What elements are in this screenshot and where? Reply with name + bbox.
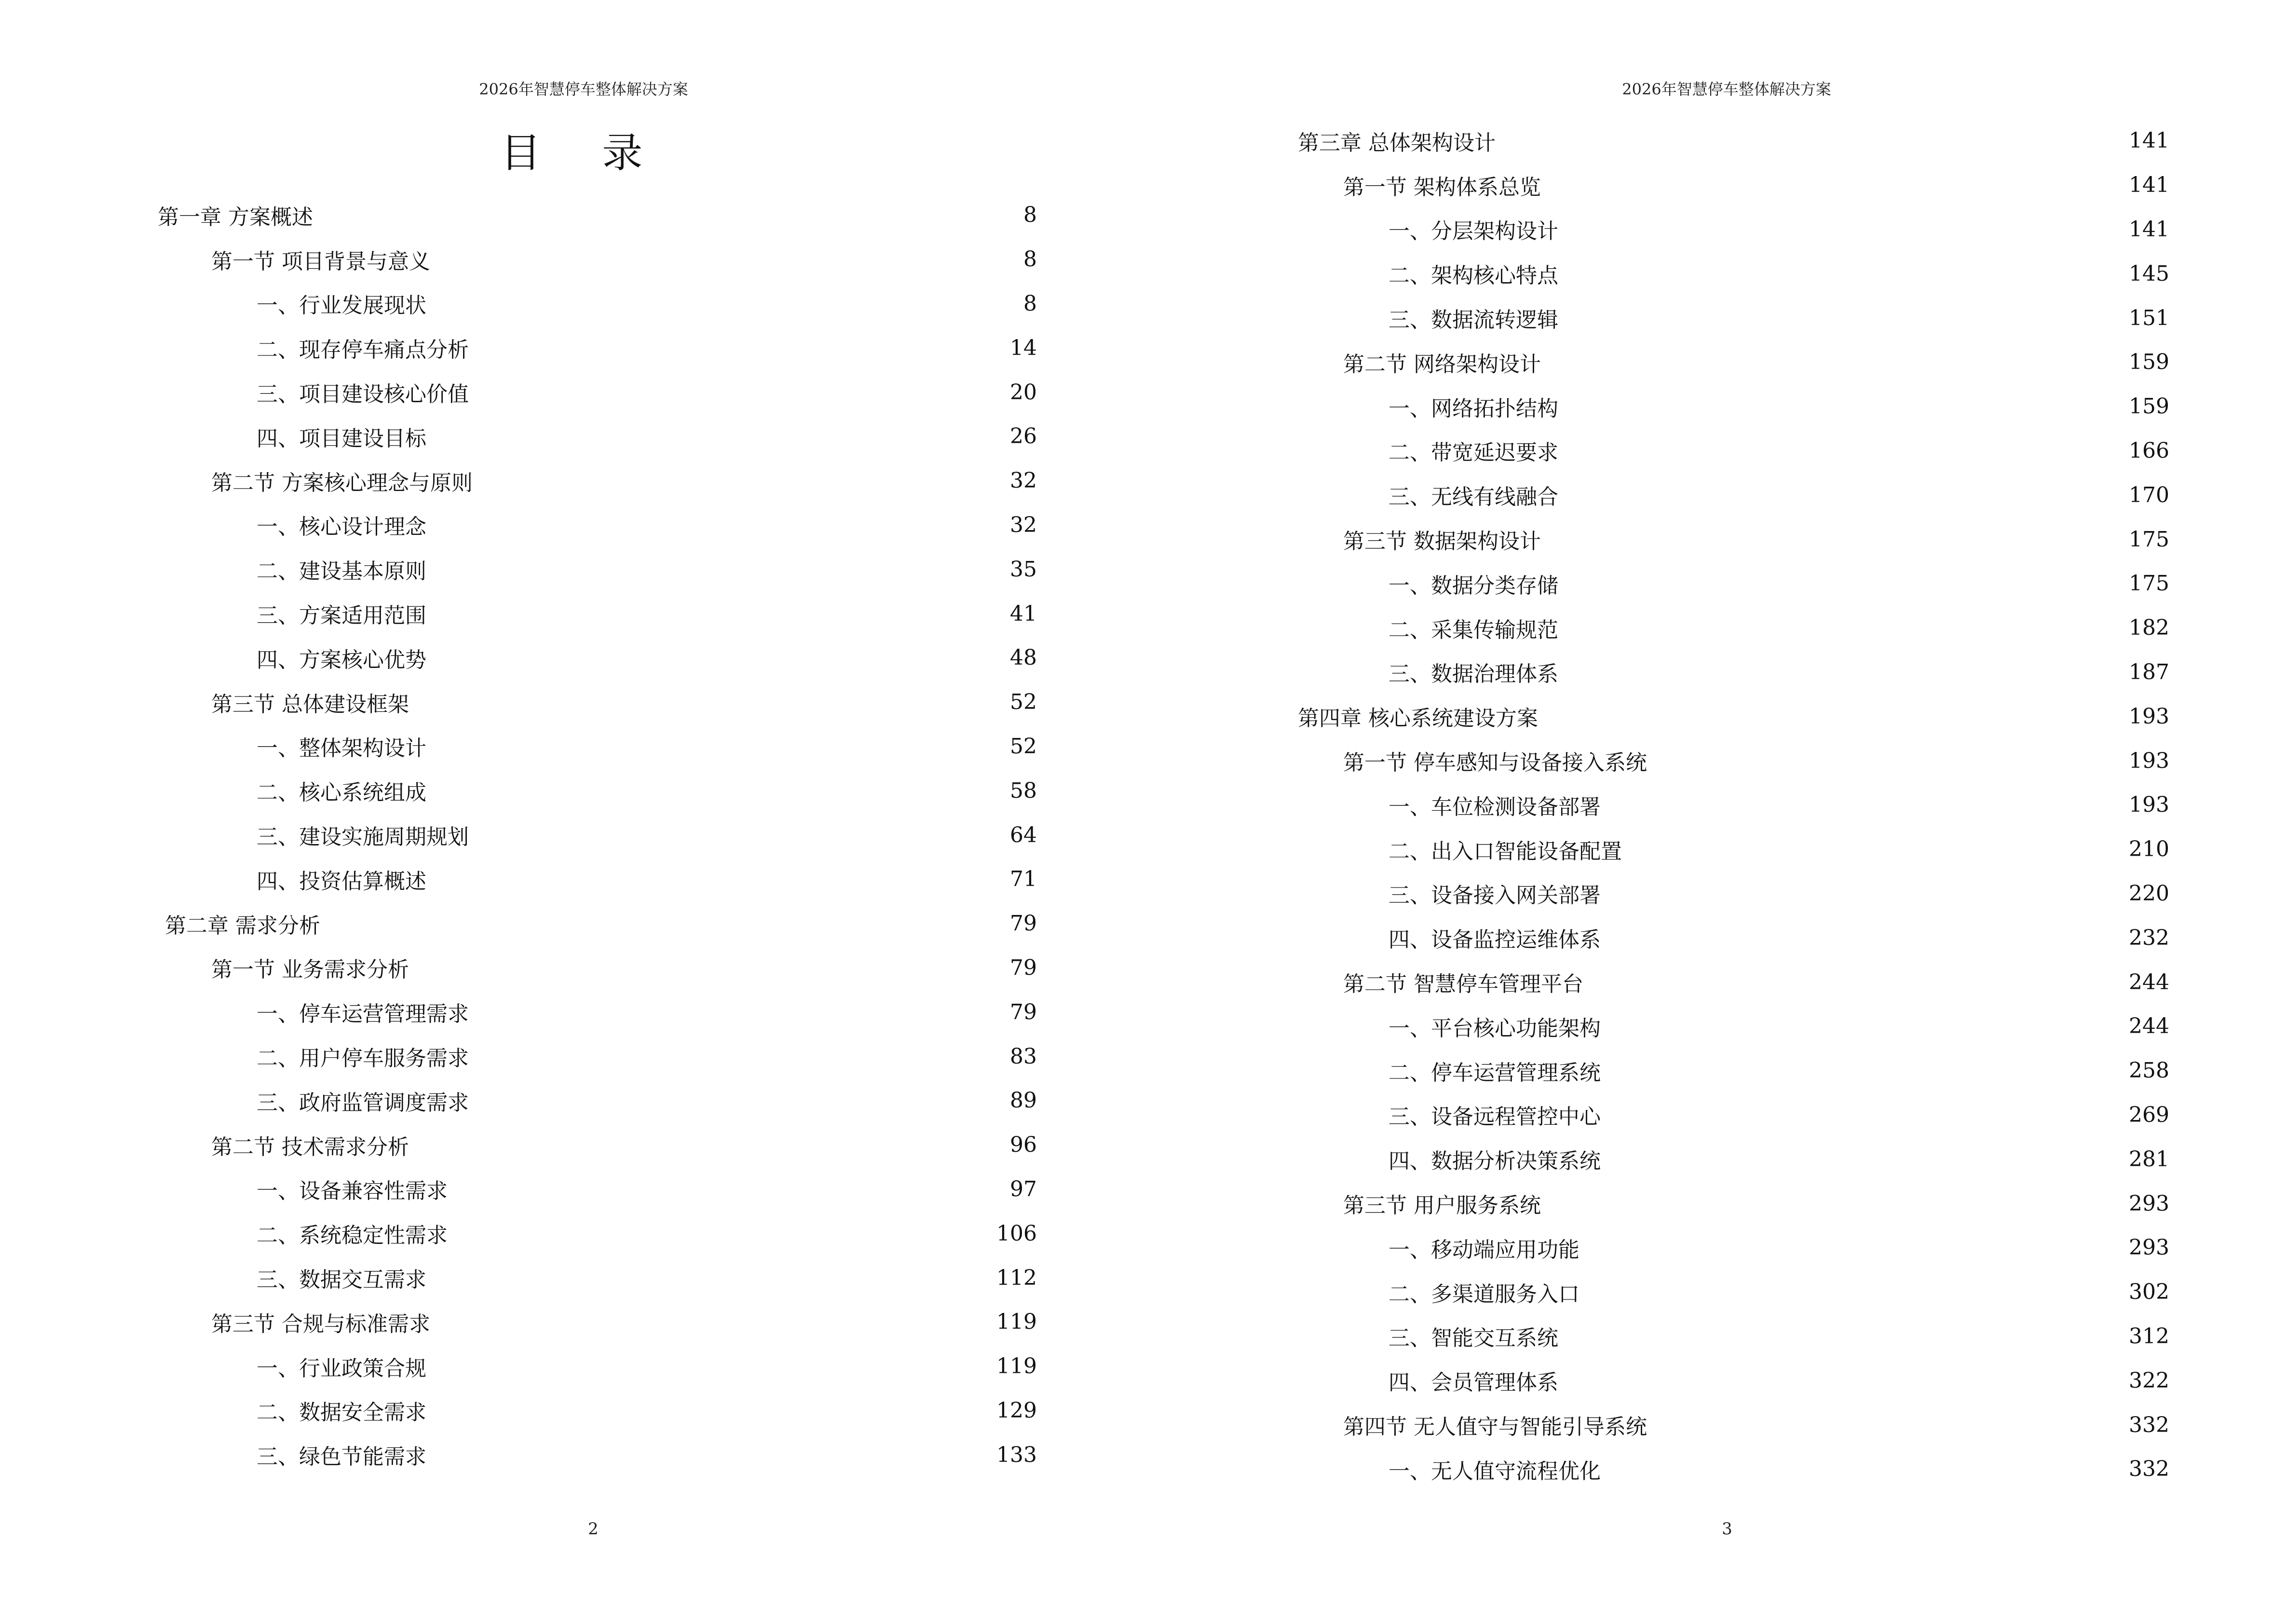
running-header: 2026年智慧停车整体解决方案 [1622, 80, 1831, 98]
dot-leader [1561, 664, 2122, 685]
toc-entry-page: 244 [2129, 1014, 2169, 1039]
toc-entry-sub[interactable] [1144, 1004, 2169, 1049]
toc-entry-page: 166 [2129, 438, 2169, 463]
toc-entry-sub[interactable] [0, 990, 1037, 1034]
toc-entry-label: 第一节 停车感知与设备接入系统 [1343, 745, 1650, 776]
dot-leader [1561, 310, 2122, 331]
dot-leader [429, 1403, 990, 1424]
toc-entry-label: 三、项目建设核心价值 [257, 377, 472, 408]
toc-entry-sub[interactable] [0, 370, 1037, 414]
dot-leader [1544, 1196, 2122, 1217]
toc-entry-sub[interactable] [0, 1344, 1037, 1389]
dot-leader [429, 1270, 990, 1291]
running-header: 2026年智慧停车整体解决方案 [479, 80, 688, 98]
dot-leader [429, 650, 1003, 671]
dot-leader [429, 517, 1003, 538]
toc-entry-page: 332 [2129, 1412, 2169, 1437]
toc-entry-page: 244 [2129, 969, 2169, 995]
dot-leader [1561, 1328, 2122, 1350]
toc-entry-page: 141 [2129, 217, 2169, 242]
toc-entry-label: 一、停车运营管理需求 [257, 996, 472, 1027]
dot-leader [429, 561, 1003, 583]
dot-leader [1604, 1063, 2122, 1084]
toc-entry-chapter[interactable] [0, 901, 1037, 946]
toc-entry-page: 175 [2129, 527, 2169, 552]
toc-entry-sub[interactable] [1144, 783, 2169, 827]
toc-entry-label: 第三节 数据架构设计 [1343, 524, 1544, 555]
dot-leader [412, 695, 1003, 716]
dot-leader [429, 296, 1017, 317]
toc-entry-page: 52 [1010, 734, 1037, 759]
toc-entry-label: 四、方案核心优势 [257, 642, 429, 673]
toc-entry-label: 二、多渠道服务入口 [1389, 1277, 1582, 1308]
toc-entry-page: 58 [1010, 778, 1037, 803]
dot-leader [429, 606, 1003, 627]
toc-entry-page: 79 [1010, 955, 1037, 980]
toc-entry-label: 第二节 网络架构设计 [1343, 347, 1544, 378]
dot-leader [472, 827, 1003, 848]
toc-entry-page: 193 [2129, 748, 2169, 773]
dot-leader [1604, 930, 2122, 951]
toc-entry-label: 一、核心设计理念 [257, 509, 429, 540]
toc-entry-page: 97 [1010, 1176, 1037, 1201]
toc-entry-label: 二、建设基本原则 [257, 554, 429, 585]
toc-entry-label: 三、智能交互系统 [1389, 1321, 1561, 1351]
toc-entry-page: 32 [1010, 512, 1037, 537]
toc-entry-section[interactable] [0, 237, 1037, 282]
toc-entry-page: 182 [2129, 615, 2169, 641]
toc-entry-sub[interactable] [1144, 296, 2169, 340]
toc-entry-page: 232 [2129, 925, 2169, 950]
dot-leader [433, 1314, 990, 1336]
toc-entry-page: 41 [1010, 601, 1037, 626]
dot-leader [429, 429, 1003, 450]
toc-entry-label: 三、数据流转逻辑 [1389, 302, 1561, 333]
toc-entry-page: 8 [1023, 247, 1037, 272]
dot-leader [433, 252, 1017, 273]
toc-entry-label: 三、政府监管调度需求 [257, 1085, 472, 1116]
toc-entry-section[interactable] [0, 946, 1037, 990]
toc-entry-label: 一、行业发展现状 [257, 288, 429, 319]
toc-entry-section[interactable] [0, 459, 1037, 503]
toc-entry-label: 二、出入口智能设备配置 [1389, 834, 1625, 865]
toc-entry-sub[interactable] [1144, 1226, 2169, 1270]
dot-leader [1604, 886, 2122, 907]
toc-entry-label: 四、项目建设目标 [257, 421, 429, 452]
toc-entry-page: 269 [2129, 1102, 2169, 1127]
toc-entry-page: 106 [996, 1221, 1037, 1246]
toc-entry-page: 175 [2129, 571, 2169, 596]
dot-leader [1561, 399, 2122, 420]
toc-entry-page: 193 [2129, 704, 2169, 729]
toc-entry-page: 302 [2129, 1280, 2169, 1305]
toc-entry-label: 第三节 合规与标准需求 [211, 1307, 433, 1337]
toc-entry-label: 二、采集传输规范 [1389, 613, 1561, 643]
dot-leader [1625, 842, 2122, 863]
toc-list [1144, 119, 2169, 1491]
dot-leader [1604, 1151, 2122, 1173]
toc-entry-label: 四、投资估算概述 [257, 864, 429, 895]
dot-leader [1582, 1284, 2122, 1306]
toc-entry-section[interactable] [1144, 163, 2169, 207]
toc-entry-label: 一、移动端应用功能 [1389, 1232, 1582, 1263]
toc-entry-label: 四、数据分析决策系统 [1389, 1144, 1604, 1174]
dot-leader [1604, 1461, 2122, 1483]
toc-entry-sub[interactable] [1144, 872, 2169, 916]
dot-leader [1544, 532, 2122, 553]
toc-entry-page: 187 [2129, 659, 2169, 684]
toc-entry-label: 一、分层架构设计 [1389, 214, 1561, 245]
toc-entry-page: 151 [2129, 305, 2169, 330]
toc-entry-chapter[interactable] [1144, 119, 2169, 163]
dot-leader [412, 960, 1003, 981]
toc-entry-page: 119 [996, 1310, 1037, 1335]
toc-entry-label: 第二节 技术需求分析 [211, 1130, 412, 1160]
toc-entry-page: 20 [1010, 380, 1037, 405]
toc-entry-sub[interactable] [0, 857, 1037, 901]
toc-entry-sub[interactable] [0, 813, 1037, 857]
toc-entry-sub[interactable] [1144, 1447, 2169, 1491]
toc-entry-label: 一、平台核心功能架构 [1389, 1011, 1604, 1042]
dot-leader [1604, 1107, 2122, 1128]
toc-entry-label: 四、会员管理体系 [1389, 1365, 1561, 1396]
dot-leader [316, 207, 1017, 229]
toc-list [0, 193, 1037, 1477]
toc-entry-sub[interactable] [0, 1256, 1037, 1300]
toc-entry-section[interactable] [1144, 1181, 2169, 1226]
dot-leader [1582, 1240, 2122, 1261]
dot-leader [450, 1181, 1003, 1202]
toc-entry-page: 83 [1010, 1044, 1037, 1069]
dot-leader [1604, 797, 2122, 819]
toc-entry-label: 第一节 架构体系总览 [1343, 170, 1544, 201]
toc-entry-page: 281 [2129, 1146, 2169, 1172]
toc-entry-label: 三、设备接入网关部署 [1389, 878, 1604, 909]
toc-entry-label: 二、用户停车服务需求 [257, 1041, 472, 1072]
dot-leader [472, 340, 1003, 361]
dot-leader [1561, 1373, 2122, 1394]
toc-entry-label: 三、无线有线融合 [1389, 479, 1561, 510]
toc-entry-page: 26 [1010, 424, 1037, 449]
toc-entry-page: 96 [1010, 1133, 1037, 1158]
dot-leader [1561, 620, 2122, 641]
toc-entry-sub[interactable] [0, 768, 1037, 813]
dot-leader [429, 783, 1003, 804]
toc-entry-sub[interactable] [0, 1078, 1037, 1123]
toc-entry-label: 第四节 无人值守与智能引导系统 [1343, 1409, 1650, 1440]
toc-entry-page: 112 [996, 1265, 1037, 1290]
toc-entry-page: 32 [1010, 468, 1037, 493]
dot-leader [1498, 133, 2122, 154]
toc-entry-sub[interactable] [1144, 650, 2169, 695]
toc-entry-label: 一、设备兼容性需求 [257, 1174, 450, 1204]
toc-entry-label: 第一章 方案概述 [158, 200, 316, 231]
toc-entry-page: 89 [1010, 1088, 1037, 1113]
dot-leader [476, 473, 1003, 494]
toc-entry-label: 三、绿色节能需求 [257, 1439, 429, 1470]
toc-entry-sub[interactable] [1144, 1270, 2169, 1314]
toc-entry-label: 第一节 业务需求分析 [211, 952, 412, 983]
toc-entry-section[interactable] [0, 1123, 1037, 1167]
toc-entry-label: 二、现存停车痛点分析 [257, 332, 472, 363]
dot-leader [1541, 709, 2122, 730]
toc-entry-label: 一、行业政策合规 [257, 1351, 429, 1382]
toc-entry-section[interactable] [0, 680, 1037, 724]
toc-entry-label: 一、整体架构设计 [257, 731, 429, 762]
toc-entry-sub[interactable] [1144, 384, 2169, 429]
toc-entry-page: 14 [1010, 335, 1037, 360]
toc-entry-page: 210 [2129, 837, 2169, 862]
toc-entry-sub[interactable] [0, 724, 1037, 769]
toc-entry-label: 四、设备监控运维体系 [1389, 922, 1604, 953]
toc-entry-page: 258 [2129, 1058, 2169, 1083]
toc-entry-label: 三、方案适用范围 [257, 598, 429, 629]
toc-entry-page: 71 [1010, 867, 1037, 892]
toc-entry-page: 133 [996, 1442, 1037, 1467]
toc-entry-page: 312 [2129, 1324, 2169, 1349]
dot-leader [472, 1004, 1003, 1025]
right-page [1144, 0, 2287, 1624]
dot-leader [429, 738, 1003, 760]
toc-entry-label: 第三章 总体架构设计 [1298, 125, 1498, 156]
toc-entry-page: 129 [996, 1398, 1037, 1423]
toc-entry-section[interactable] [1144, 960, 2169, 1004]
dot-leader [472, 1049, 1003, 1070]
toc-entry-label: 第四章 核心系统建设方案 [1298, 701, 1541, 732]
toc-entry-label: 二、架构核心特点 [1389, 258, 1561, 289]
toc-entry-label: 二、数据安全需求 [257, 1395, 429, 1426]
toc-entry-sub[interactable] [1144, 827, 2169, 872]
toc-entry-label: 一、网络拓扑结构 [1389, 391, 1561, 422]
toc-entry-sub[interactable] [1144, 473, 2169, 517]
toc-entry-sub[interactable] [0, 591, 1037, 636]
toc-entry-sub[interactable] [0, 282, 1037, 326]
toc-entry-label: 一、无人值守流程优化 [1389, 1454, 1604, 1485]
toc-entry-page: 193 [2129, 792, 2169, 818]
toc-entry-page: 79 [1010, 999, 1037, 1024]
toc-entry-label: 第三节 用户服务系统 [1343, 1188, 1544, 1219]
toc-entry-page: 170 [2129, 482, 2169, 507]
toc-entry-sub[interactable] [1144, 251, 2169, 296]
dot-leader [472, 1093, 1003, 1114]
dot-leader [1544, 355, 2122, 376]
toc-entry-sub[interactable] [0, 1211, 1037, 1256]
dot-leader [429, 1359, 990, 1380]
toc-entry-page: 141 [2129, 173, 2169, 198]
toc-entry-label: 二、核心系统组成 [257, 775, 429, 806]
toc-entry-section[interactable] [1144, 738, 2169, 783]
toc-entry-label: 二、系统稳定性需求 [257, 1218, 450, 1249]
toc-entry-sub[interactable] [1144, 1358, 2169, 1403]
toc-entry-sub[interactable] [0, 1433, 1037, 1477]
toc-entry-page: 293 [2129, 1191, 2169, 1216]
toc-entry-page: 119 [996, 1354, 1037, 1379]
dot-leader [429, 872, 1003, 893]
dot-leader [1561, 221, 2122, 243]
toc-entry-sub[interactable] [0, 636, 1037, 680]
toc-entry-sub[interactable] [0, 1034, 1037, 1078]
dot-leader [472, 384, 1003, 406]
toc-entry-label: 二、带宽延迟要求 [1389, 435, 1561, 466]
dot-leader [1586, 974, 2122, 996]
toc-entry-page: 52 [1010, 690, 1037, 715]
toc-entry-page: 64 [1010, 822, 1037, 847]
dot-leader [1561, 266, 2122, 287]
toc-entry-label: 二、停车运营管理系统 [1389, 1055, 1604, 1086]
toc-entry-chapter[interactable] [1144, 694, 2169, 738]
toc-entry-sub[interactable] [1144, 1137, 2169, 1181]
toc-entry-label: 第二章 需求分析 [165, 908, 323, 939]
toc-entry-section[interactable] [1144, 517, 2169, 561]
toc-entry-section[interactable] [1144, 340, 2169, 384]
toc-entry-label: 一、数据分类存储 [1389, 568, 1561, 599]
toc-entry-page: 159 [2129, 350, 2169, 375]
dot-leader [1604, 1019, 2122, 1040]
toc-title: 目 录 [500, 129, 667, 177]
dot-leader [323, 916, 1003, 937]
toc-entry-page: 293 [2129, 1235, 2169, 1260]
toc-entry-sub[interactable] [0, 1167, 1037, 1212]
dot-leader [1561, 443, 2122, 464]
toc-entry-page: 8 [1023, 203, 1037, 228]
toc-entry-page: 79 [1010, 911, 1037, 936]
toc-entry-sub[interactable] [1144, 561, 2169, 606]
toc-entry-label: 第二节 方案核心理念与原则 [211, 465, 476, 496]
toc-entry-page: 332 [2129, 1457, 2169, 1482]
toc-entry-sub[interactable] [1144, 1314, 2169, 1359]
dot-leader [429, 1447, 990, 1468]
dot-leader [1561, 487, 2122, 508]
toc-entry-sub[interactable] [0, 326, 1037, 370]
toc-entry-label: 一、车位检测设备部署 [1389, 790, 1604, 820]
dot-leader [1650, 1417, 2122, 1438]
toc-entry-label: 三、设备远程管控中心 [1389, 1099, 1604, 1130]
dot-leader [1650, 753, 2122, 774]
toc-entry-section[interactable] [0, 1300, 1037, 1344]
toc-entry-label: 第二节 智慧停车管理平台 [1343, 967, 1586, 997]
toc-entry-sub[interactable] [0, 503, 1037, 547]
toc-entry-chapter[interactable] [0, 193, 1037, 237]
toc-entry-sub[interactable] [0, 547, 1037, 591]
dot-leader [412, 1137, 1003, 1159]
toc-entry-page: 35 [1010, 557, 1037, 582]
toc-entry-page: 322 [2129, 1368, 2169, 1393]
page-number: 3 [1722, 1519, 1732, 1539]
toc-entry-sub[interactable] [0, 414, 1037, 459]
dot-leader [1544, 177, 2122, 199]
toc-entry-sub[interactable] [1144, 429, 2169, 473]
toc-entry-page: 145 [2129, 261, 2169, 286]
toc-entry-sub[interactable] [1144, 606, 2169, 650]
toc-entry-label: 三、数据治理体系 [1389, 656, 1561, 687]
toc-entry-sub[interactable] [1144, 1049, 2169, 1093]
toc-entry-label: 三、数据交互需求 [257, 1262, 429, 1293]
toc-entry-label: 三、建设实施周期规划 [257, 819, 472, 850]
toc-entry-sub[interactable] [1144, 915, 2169, 960]
toc-entry-page: 220 [2129, 881, 2169, 906]
toc-entry-section[interactable] [1144, 1403, 2169, 1447]
toc-entry-page: 141 [2129, 128, 2169, 153]
toc-entry-label: 第一节 项目背景与意义 [211, 244, 433, 275]
toc-entry-sub[interactable] [1144, 207, 2169, 252]
dot-leader [450, 1226, 990, 1247]
toc-entry-sub[interactable] [0, 1389, 1037, 1433]
toc-entry-page: 48 [1010, 645, 1037, 670]
toc-entry-page: 8 [1023, 291, 1037, 316]
page-number: 2 [588, 1519, 599, 1539]
toc-entry-label: 第三节 总体建设框架 [211, 687, 412, 718]
toc-entry-sub[interactable] [1144, 1093, 2169, 1137]
dot-leader [1561, 576, 2122, 597]
toc-entry-page: 159 [2129, 394, 2169, 419]
